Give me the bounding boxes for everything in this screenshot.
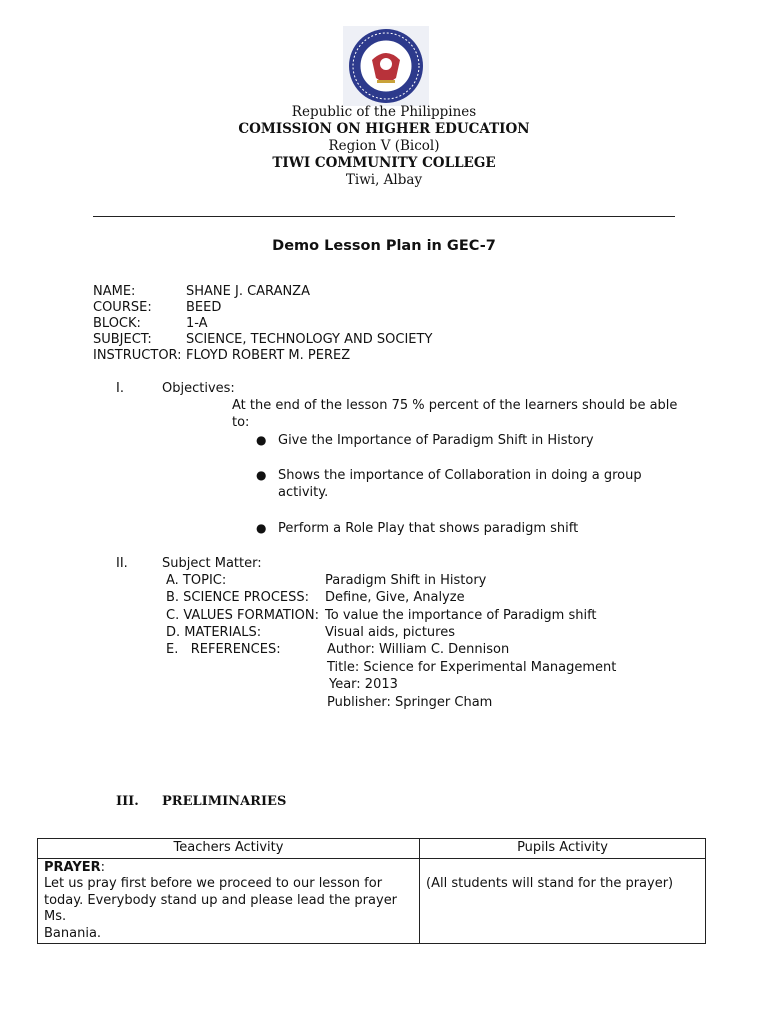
- pupil-text: (All students will stand for the prayer): [426, 875, 674, 891]
- subject-value: SCIENCE, TECHNOLOGY AND SOCIETY: [186, 332, 433, 347]
- objectives-numeral: I.: [116, 381, 124, 396]
- name-value: SHANE J. CARANZA: [186, 284, 310, 299]
- activity-table: [37, 838, 706, 944]
- prayer-colon: :: [100, 859, 106, 875]
- instructor-value: FLOYD ROBERT M. PEREZ: [186, 348, 351, 363]
- materials-label: D. MATERIALS:: [166, 625, 262, 640]
- header-republic: Republic of the Philippines: [291, 104, 477, 120]
- block-label: BLOCK:: [93, 316, 141, 331]
- pupil-cell: [420, 858, 706, 944]
- course-label: COURSE:: [93, 300, 152, 315]
- objectives-intro: At the end of the lesson 75 % percent of the learners should be able: [232, 398, 678, 413]
- objective-item: Perform a Role Play that shows paradigm shift: [278, 521, 579, 536]
- preliminaries-heading: PRELIMINARIES: [162, 794, 287, 809]
- objective-item: Give the Importance of Paradigm Shift in History: [278, 433, 594, 448]
- topic-label: A. TOPIC:: [166, 573, 227, 588]
- course-value: BEED: [186, 300, 222, 315]
- header-region: Region V (Bicol): [328, 138, 440, 154]
- page-title: Demo Lesson Plan in GEC-7: [272, 238, 496, 254]
- reference-publisher: Publisher: Springer Cham: [327, 695, 493, 710]
- values-formation-value: To value the importance of Paradigm shift: [325, 608, 597, 623]
- science-process-label: B. SCIENCE PROCESS:: [166, 590, 309, 605]
- reference-author: Author: William C. Dennison: [327, 642, 510, 657]
- teacher-text-line: Banania.: [44, 925, 102, 941]
- bullet-icon: ●: [256, 521, 267, 535]
- pupils-activity-header: Pupils Activity: [420, 839, 706, 859]
- preliminaries-numeral: III.: [116, 794, 139, 809]
- instructor-label: INSTRUCTOR:: [93, 348, 182, 363]
- college-logo: [343, 26, 429, 106]
- objective-item-cont: activity.: [278, 485, 329, 500]
- references-label: E. REFERENCES:: [166, 642, 281, 657]
- name-label: NAME:: [93, 284, 136, 299]
- reference-year: Year: 2013: [329, 677, 398, 692]
- teachers-activity-header: Teachers Activity: [38, 839, 420, 859]
- bullet-icon: ●: [256, 433, 267, 447]
- objectives-heading: Objectives:: [162, 381, 235, 396]
- subject-matter-heading: Subject Matter:: [162, 556, 262, 571]
- header-college: TIWI COMMUNITY COLLEGE: [272, 155, 496, 171]
- subject-label: SUBJECT:: [93, 332, 152, 347]
- teacher-cell: [38, 858, 420, 944]
- reference-title: Title: Science for Experimental Management: [327, 660, 617, 675]
- science-process-value: Define, Give, Analyze: [325, 590, 465, 605]
- teacher-text-line: today. Everybody stand up and please lead the prayer Ms.: [44, 892, 398, 924]
- objectives-intro-cont: to:: [232, 415, 250, 430]
- prayer-heading: PRAYER: [44, 859, 101, 875]
- teacher-text-line: Let us pray first before we proceed to our lesson for: [44, 876, 383, 891]
- topic-value: Paradigm Shift in History: [325, 573, 487, 588]
- materials-value: Visual aids, pictures: [325, 625, 455, 640]
- bullet-icon: ●: [256, 468, 267, 482]
- table-row: [38, 858, 706, 944]
- subject-matter-numeral: II.: [116, 556, 128, 571]
- objective-item: Shows the importance of Collaboration in doing a group: [278, 468, 642, 483]
- header-commission: COMISSION ON HIGHER EDUCATION: [238, 121, 530, 137]
- header-divider: [93, 216, 675, 217]
- values-formation-label: C. VALUES FORMATION:: [166, 608, 319, 623]
- table-header-row: [38, 839, 706, 859]
- header-address: Tiwi, Albay: [345, 172, 423, 188]
- block-value: 1-A: [186, 316, 208, 331]
